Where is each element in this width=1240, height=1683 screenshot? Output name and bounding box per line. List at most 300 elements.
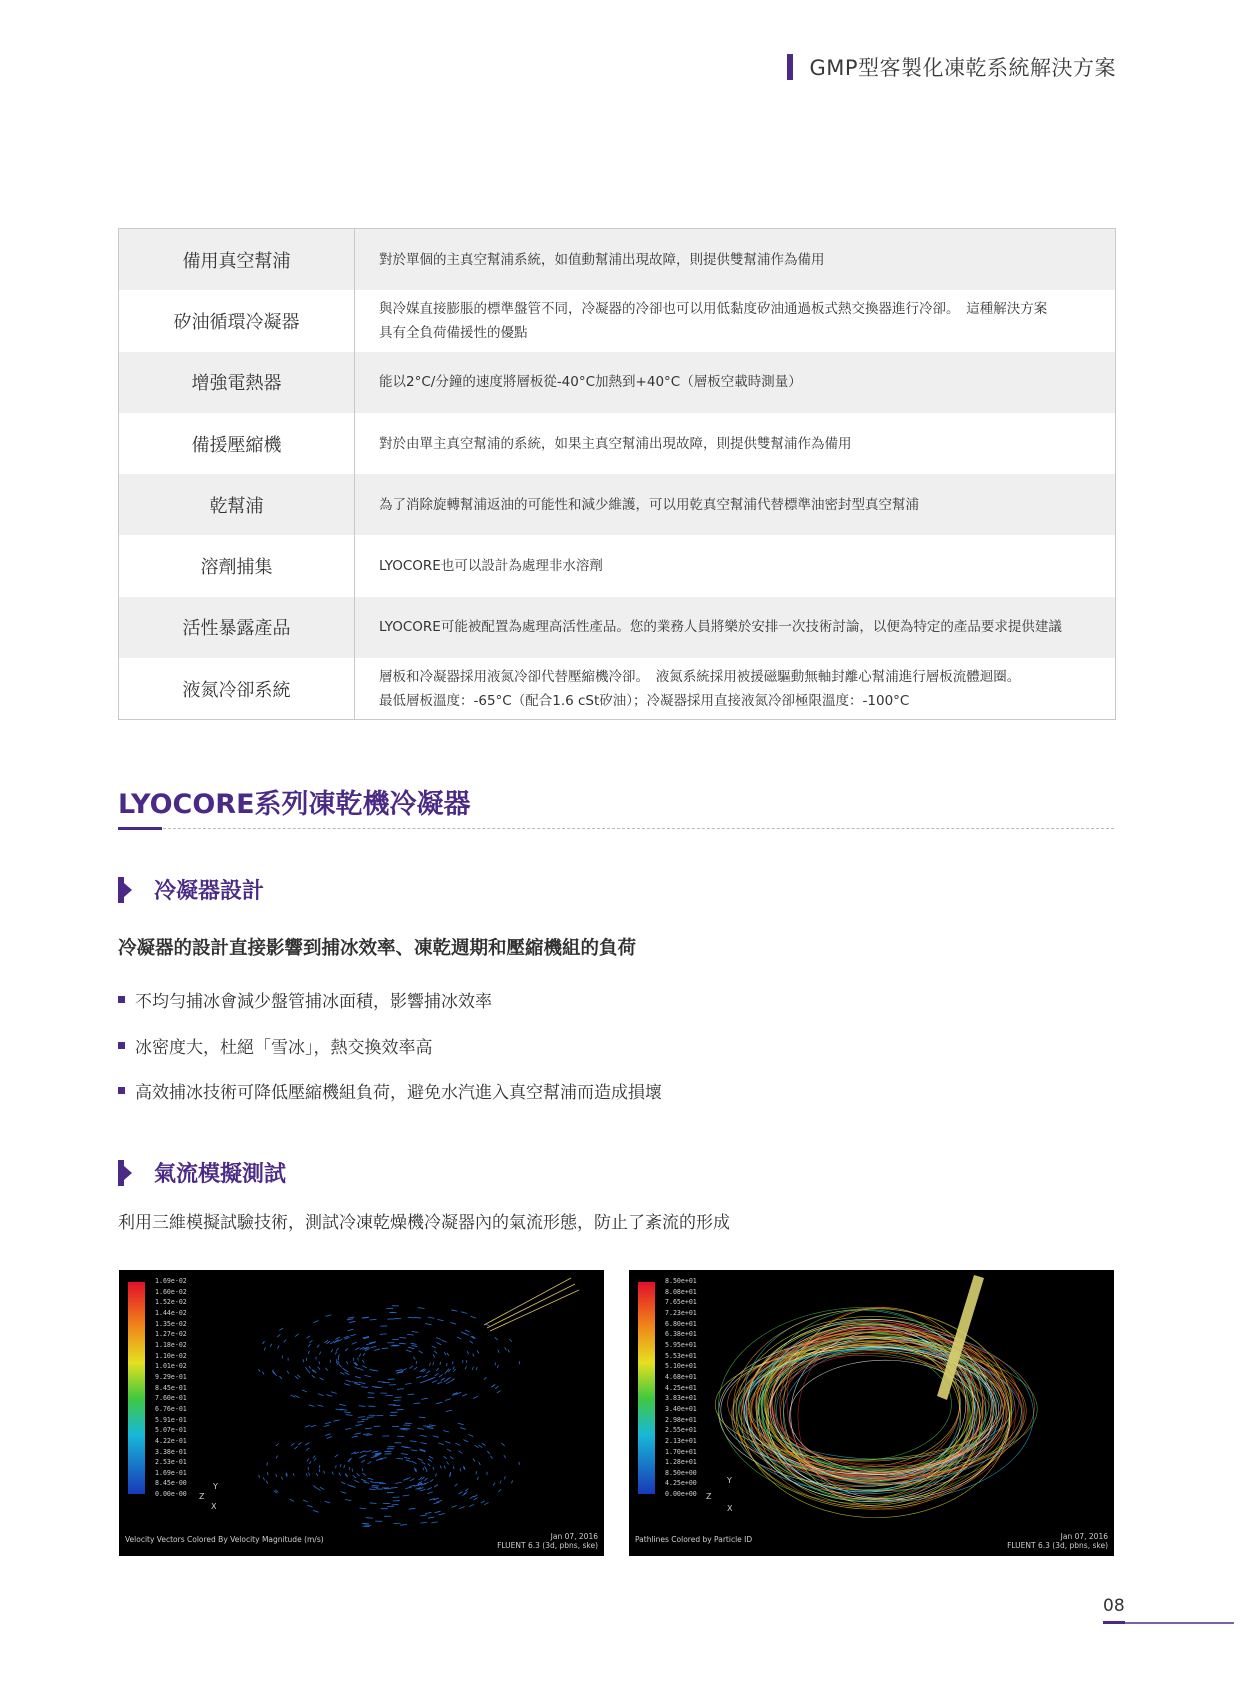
color-scale-label: 4.68e+01 (665, 1372, 697, 1381)
velocity-vector (420, 1435, 427, 1436)
velocity-vector (474, 1498, 478, 1500)
velocity-vector (362, 1468, 363, 1471)
velocity-vector (446, 1410, 452, 1411)
velocity-vector (303, 1500, 308, 1502)
velocity-vector (451, 1310, 457, 1311)
velocity-vector (339, 1404, 345, 1405)
velocity-vector (263, 1477, 264, 1480)
spec-row (119, 597, 1115, 658)
velocity-vector (287, 1371, 289, 1374)
velocity-vector (298, 1442, 302, 1445)
velocity-vector (362, 1366, 366, 1368)
section-divider-accent (118, 827, 162, 830)
velocity-vector (327, 1341, 331, 1344)
velocity-vector (376, 1459, 382, 1461)
velocity-vector (451, 1506, 456, 1508)
velocity-vector (434, 1351, 437, 1354)
velocity-vector (341, 1482, 345, 1484)
velocity-vector (347, 1484, 352, 1486)
simulation-solver: FLUENT 6.3 (3d, pbns, ske) (1007, 1541, 1108, 1550)
inlet-pipe-line (487, 1284, 575, 1328)
spec-description-line: 為了消除旋轉幫浦返油的可能性和減少維護，可以用乾真空幫浦代替標準油密封型真空幫浦 (379, 496, 919, 513)
velocity-vector (497, 1365, 498, 1368)
velocity-vector (472, 1367, 473, 1370)
velocity-vector (366, 1343, 372, 1345)
velocity-vector (345, 1372, 350, 1374)
velocity-vector (309, 1473, 310, 1476)
velocity-vector (409, 1508, 416, 1509)
color-scale-label: 6.76e-01 (155, 1404, 187, 1413)
velocity-vector (345, 1428, 351, 1429)
velocity-vector (281, 1477, 282, 1480)
velocity-vector (324, 1340, 328, 1343)
velocity-vector (443, 1431, 449, 1433)
spec-name: 活性暴露產品 (119, 597, 355, 658)
velocity-vector (371, 1456, 377, 1458)
velocity-vector (346, 1380, 352, 1382)
velocity-vector (270, 1344, 272, 1347)
header-accent-bar (787, 54, 793, 80)
velocity-vector (311, 1425, 316, 1427)
velocity-vector (420, 1489, 425, 1491)
velocity-vector (366, 1435, 373, 1436)
heading-marker-icon (118, 877, 132, 903)
velocity-vector (497, 1391, 501, 1394)
color-scale-label: 8.50e+01 (665, 1277, 697, 1285)
velocity-vector (422, 1462, 426, 1465)
velocity-vector (462, 1394, 467, 1396)
velocity-vector (418, 1308, 425, 1309)
heading-marker-icon (118, 1160, 132, 1186)
color-scale-label: 1.27e-02 (155, 1330, 187, 1339)
color-scale-label: 4.25e+00 (665, 1479, 697, 1488)
section-divider (118, 828, 1114, 829)
color-scale-label: 7.23e+01 (665, 1308, 697, 1317)
velocity-vector (380, 1458, 387, 1459)
velocity-vector (302, 1390, 307, 1392)
velocity-vector (436, 1368, 438, 1371)
color-scale-label: 1.44e-02 (155, 1308, 187, 1317)
velocity-vector (479, 1462, 480, 1465)
velocity-vector (276, 1456, 278, 1459)
velocity-vector (419, 1477, 422, 1480)
velocity-vector (477, 1477, 478, 1480)
velocity-vector (418, 1458, 423, 1460)
velocity-vector (309, 1340, 312, 1343)
spec-row (119, 474, 1115, 535)
velocity-vector (484, 1502, 488, 1504)
velocity-vector (425, 1512, 431, 1513)
spec-description-line: LYOCORE可能被配置為處理高活性產品。您的業務人員將樂於安排一次技術討論，以便為特定的產品要求提供建議 (379, 619, 1062, 636)
velocity-vector (338, 1354, 339, 1357)
color-scale-labels (155, 1276, 187, 1500)
velocity-vector (402, 1369, 407, 1371)
velocity-vector (426, 1371, 430, 1374)
velocity-vector (361, 1460, 365, 1463)
velocity-vector (427, 1428, 434, 1429)
velocity-vector (482, 1443, 486, 1445)
velocity-vector (439, 1375, 443, 1378)
velocity-vector (345, 1499, 351, 1500)
spec-row (119, 535, 1115, 596)
velocity-vector (336, 1348, 339, 1351)
velocity-vector (336, 1359, 337, 1362)
velocity-vector (404, 1447, 411, 1448)
axis-y-label: Y (213, 1482, 218, 1491)
spec-description-line: LYOCORE也可以設計為處理非水溶劑 (379, 558, 603, 575)
velocity-vector (395, 1482, 401, 1483)
velocity-vector (423, 1375, 428, 1377)
spec-row (119, 658, 1115, 719)
pathline-simulation-image (629, 1270, 1114, 1556)
velocity-vector (365, 1451, 371, 1452)
velocity-vector (332, 1472, 333, 1475)
spec-description-line: 層板和冷凝器採用液氮冷卻代替壓縮機冷卻。 液氮系統採用被援磁驅動無軸封離心幫浦進行層板流體迴圈。 (379, 668, 1021, 685)
velocity-vector (352, 1342, 357, 1344)
velocity-vector (421, 1398, 427, 1399)
color-scale-label: 2.98e+01 (665, 1415, 697, 1424)
velocity-vector (414, 1317, 421, 1318)
spec-description (355, 474, 1115, 535)
velocity-vector (430, 1377, 435, 1379)
color-scale-label: 4.22e-01 (155, 1436, 187, 1445)
velocity-vector (307, 1459, 309, 1462)
velocity-vector (484, 1377, 487, 1380)
color-scale-label: 5.95e+01 (665, 1340, 697, 1349)
spec-name: 溶劑捕集 (119, 535, 355, 596)
inlet-pipe-line (484, 1278, 571, 1325)
velocity-vector (447, 1462, 449, 1465)
velocity-vector (325, 1368, 328, 1371)
axis-y-label: Y (727, 1476, 732, 1485)
velocity-vector (318, 1394, 323, 1396)
spec-row (119, 413, 1115, 474)
spec-name: 備援壓縮機 (119, 413, 355, 474)
color-scale-label: 0.00e+00 (665, 1490, 697, 1499)
condenser-design-bullets (118, 977, 662, 1114)
velocity-vector (335, 1454, 338, 1457)
velocity-vector (428, 1317, 435, 1318)
square-bullet-icon (118, 1042, 125, 1049)
velocity-vector (305, 1367, 307, 1370)
velocity-vector (363, 1353, 365, 1356)
pathline-field (629, 1270, 1114, 1556)
velocity-vector (509, 1339, 512, 1342)
velocity-vector (307, 1505, 312, 1507)
velocity-vector (470, 1316, 475, 1318)
velocity-vector (476, 1367, 477, 1370)
velocity-vector (457, 1337, 461, 1339)
velocity-vector (446, 1381, 450, 1383)
velocity-vector (327, 1436, 332, 1438)
velocity-vector (440, 1466, 441, 1469)
velocity-vector (313, 1455, 315, 1458)
velocity-vector (359, 1354, 361, 1357)
velocity-vector (445, 1399, 451, 1401)
color-scale-label: 8.50e+00 (665, 1468, 697, 1477)
velocity-vector (360, 1451, 366, 1453)
square-bullet-icon (118, 1087, 125, 1094)
velocity-vector (306, 1473, 307, 1476)
velocity-vector (319, 1352, 320, 1355)
color-scale-label: 5.10e+01 (665, 1362, 697, 1371)
velocity-vector (279, 1376, 282, 1379)
velocity-vector (464, 1467, 465, 1470)
velocity-vector (371, 1487, 378, 1488)
color-scale-label: 7.65e+01 (665, 1298, 697, 1307)
simulation-solver: FLUENT 6.3 (3d, pbns, ske) (497, 1541, 598, 1550)
velocity-vector (352, 1382, 358, 1384)
velocity-vector (365, 1428, 372, 1429)
axis-z-label: Z (706, 1492, 712, 1501)
color-scale-label: 1.28e+01 (665, 1458, 697, 1467)
condenser-design-heading (118, 874, 264, 905)
velocity-vector (422, 1477, 425, 1480)
velocity-vector (473, 1396, 478, 1398)
velocity-vector (434, 1511, 440, 1512)
velocity-vector (410, 1441, 417, 1442)
velocity-vector (447, 1377, 451, 1380)
spec-table (118, 228, 1116, 720)
velocity-vector (313, 1321, 318, 1323)
spec-description (355, 229, 1115, 290)
velocity-vector (495, 1386, 498, 1389)
velocity-vector (377, 1482, 384, 1483)
velocity-vector (346, 1415, 353, 1416)
color-scale-label: 5.07e-01 (155, 1426, 187, 1435)
color-scale-label: 1.52e-02 (155, 1298, 187, 1307)
velocity-vector (391, 1487, 398, 1488)
velocity-vector (347, 1319, 353, 1320)
bullet-item (118, 1068, 662, 1114)
velocity-vector (473, 1459, 475, 1462)
color-scale-label: 3.83e+01 (665, 1394, 697, 1403)
color-scale-bar (638, 1282, 655, 1494)
color-scale-label: 0.00e-00 (155, 1490, 187, 1499)
velocity-vector (341, 1492, 346, 1494)
color-scale-label: 8.45e-00 (155, 1479, 187, 1488)
velocity-vector (427, 1426, 434, 1427)
velocity-vector (352, 1469, 353, 1472)
velocity-vector (355, 1376, 361, 1378)
velocity-vector (266, 1481, 268, 1484)
velocity-vector (333, 1420, 339, 1421)
velocity-vector (309, 1366, 311, 1369)
velocity-vector (436, 1338, 441, 1340)
velocity-vector (354, 1433, 360, 1434)
velocity-vector (446, 1363, 447, 1366)
velocity-vector (344, 1412, 351, 1413)
velocity-vector (317, 1405, 323, 1407)
velocity-vector (455, 1443, 460, 1445)
velocity-vector (276, 1474, 277, 1477)
velocity-vector (408, 1317, 415, 1318)
velocity-vector (317, 1488, 321, 1490)
velocity-vector (259, 1475, 260, 1478)
spec-description-line: 對於單個的主真空幫浦系統，如值動幫浦出現故障，則提供雙幫浦作為備用 (379, 251, 825, 268)
velocity-vector (295, 1446, 298, 1449)
velocity-vector (336, 1362, 338, 1365)
velocity-vector (492, 1384, 495, 1387)
velocity-vector (310, 1461, 311, 1464)
velocity-vector (411, 1450, 417, 1451)
spec-description-line: 能以2°C/分鐘的速度將層板從-40°C加熱到+40°C（層板空載時測量） (379, 374, 802, 391)
velocity-vector (455, 1484, 458, 1487)
velocity-vector (340, 1464, 341, 1467)
velocity-vector (419, 1351, 423, 1353)
velocity-vector (493, 1483, 495, 1486)
velocity-vector (519, 1462, 520, 1465)
velocity-vector (362, 1419, 369, 1420)
velocity-vector (447, 1449, 451, 1451)
velocity-vector (412, 1461, 417, 1463)
velocity-vector (368, 1478, 374, 1480)
velocity-vector-simulation-image (119, 1270, 604, 1556)
velocity-vector (416, 1361, 417, 1364)
velocity-vector (372, 1485, 379, 1486)
airflow-paragraph: 利用三維模擬試驗技術，測試冷凍乾燥機冷凝器內的氣流形態，防止了紊流的形成 (118, 1213, 730, 1233)
spec-description (355, 413, 1115, 474)
velocity-vector (410, 1343, 416, 1344)
spec-row (119, 229, 1115, 290)
velocity-vector (306, 1336, 310, 1339)
velocity-vector (501, 1443, 504, 1446)
velocity-vector (477, 1351, 479, 1354)
velocity-vector (465, 1366, 466, 1369)
color-scale-label: 1.35e-02 (155, 1319, 187, 1328)
velocity-vector (331, 1392, 337, 1394)
velocity-vector (435, 1473, 436, 1476)
page-number-rule-accent (1103, 1621, 1125, 1624)
simulation-meta (497, 1532, 598, 1550)
color-scale-label: 2.53e-01 (155, 1458, 187, 1467)
velocity-vector (417, 1428, 424, 1429)
simulation-caption: Velocity Vectors Colored By Velocity Magnitude (m/s) (125, 1535, 324, 1544)
velocity-vector (444, 1466, 445, 1469)
color-scale-label: 2.13e+01 (665, 1436, 697, 1445)
velocity-vector (433, 1436, 439, 1437)
velocity-vector (410, 1479, 414, 1481)
velocity-vector (399, 1343, 406, 1344)
color-scale-label: 6.38e+01 (665, 1330, 697, 1339)
velocity-vector (425, 1478, 428, 1481)
velocity-vector (259, 1369, 260, 1372)
velocity-vector (336, 1465, 337, 1468)
color-scale-label: 1.18e-02 (155, 1340, 187, 1349)
spec-description (355, 658, 1115, 719)
velocity-vector (397, 1389, 404, 1390)
velocity-vector (316, 1473, 317, 1476)
color-scale-label: 5.91e-01 (155, 1415, 187, 1424)
velocity-vector (459, 1451, 463, 1454)
simulation-meta (1007, 1532, 1108, 1550)
velocity-vector (381, 1348, 388, 1349)
color-scale-label: 1.10e-02 (155, 1351, 187, 1360)
velocity-vector (346, 1361, 348, 1364)
velocity-vector (305, 1443, 309, 1445)
velocity-vector (393, 1497, 400, 1498)
color-scale-label: 8.45e-01 (155, 1383, 187, 1392)
velocity-vector (405, 1383, 411, 1384)
velocity-vector (416, 1469, 417, 1472)
velocity-vector (308, 1351, 309, 1354)
velocity-vector (344, 1465, 345, 1468)
velocity-vector (433, 1355, 435, 1358)
velocity-vector (498, 1350, 499, 1353)
velocity-vector (331, 1349, 333, 1352)
simulation-date: Jan 07, 2016 (550, 1532, 598, 1541)
velocity-vector (414, 1367, 417, 1370)
velocity-vector (431, 1522, 437, 1523)
velocity-vector (370, 1482, 376, 1483)
velocity-vector (312, 1375, 315, 1378)
spec-description (355, 535, 1115, 596)
velocity-vector (367, 1417, 374, 1418)
color-scale-label: 3.38e-01 (155, 1447, 187, 1456)
velocity-vector (436, 1402, 442, 1403)
velocity-vector (367, 1461, 371, 1464)
velocity-vector (406, 1350, 412, 1352)
page-header (787, 52, 1116, 82)
velocity-vector (410, 1366, 413, 1369)
velocity-vector (461, 1332, 466, 1334)
velocity-vector (416, 1376, 421, 1378)
velocity-vector (290, 1395, 295, 1397)
velocity-vector (325, 1434, 330, 1436)
spec-name: 備用真空幫浦 (119, 229, 355, 290)
velocity-vector (372, 1451, 378, 1452)
color-scale-label: 5.53e+01 (665, 1351, 697, 1360)
velocity-vector (470, 1496, 474, 1498)
bullet-text: 不均勻捕冰會減少盤管捕冰面積，影響捕冰效率 (135, 992, 492, 1013)
velocity-vector (427, 1487, 432, 1489)
velocity-vector (297, 1375, 300, 1378)
velocity-vector (325, 1422, 331, 1424)
velocity-vector (429, 1363, 430, 1366)
velocity-vector (420, 1522, 427, 1523)
velocity-vector (374, 1349, 380, 1351)
spec-name: 增強電熱器 (119, 352, 355, 413)
velocity-vector (313, 1486, 316, 1489)
velocity-vector (433, 1362, 434, 1365)
velocity-vector (362, 1360, 364, 1363)
velocity-vector (354, 1480, 359, 1482)
velocity-vector (348, 1329, 354, 1331)
velocity-vector (420, 1442, 426, 1443)
color-scale-label: 3.40e+01 (665, 1404, 697, 1413)
velocity-vector (340, 1372, 344, 1374)
velocity-vector (368, 1393, 375, 1394)
velocity-vector (353, 1475, 356, 1478)
velocity-vector (308, 1370, 310, 1373)
velocity-vector (359, 1368, 364, 1370)
velocity-vector (437, 1319, 443, 1320)
velocity-vector (338, 1361, 339, 1364)
velocity-vector (433, 1502, 439, 1504)
airflow-heading (118, 1157, 286, 1188)
velocity-vector (451, 1379, 455, 1382)
bullet-item (118, 977, 662, 1023)
velocity-vector (432, 1381, 437, 1383)
velocity-vector (453, 1466, 454, 1469)
velocity-vector (441, 1378, 445, 1380)
axis-z-label: Z (199, 1492, 205, 1501)
velocity-vector (439, 1513, 445, 1514)
velocity-vector (413, 1357, 415, 1360)
velocity-vector (440, 1362, 441, 1365)
axis-x-label: X (727, 1504, 733, 1513)
color-scale-label: 2.55e+01 (665, 1426, 697, 1435)
